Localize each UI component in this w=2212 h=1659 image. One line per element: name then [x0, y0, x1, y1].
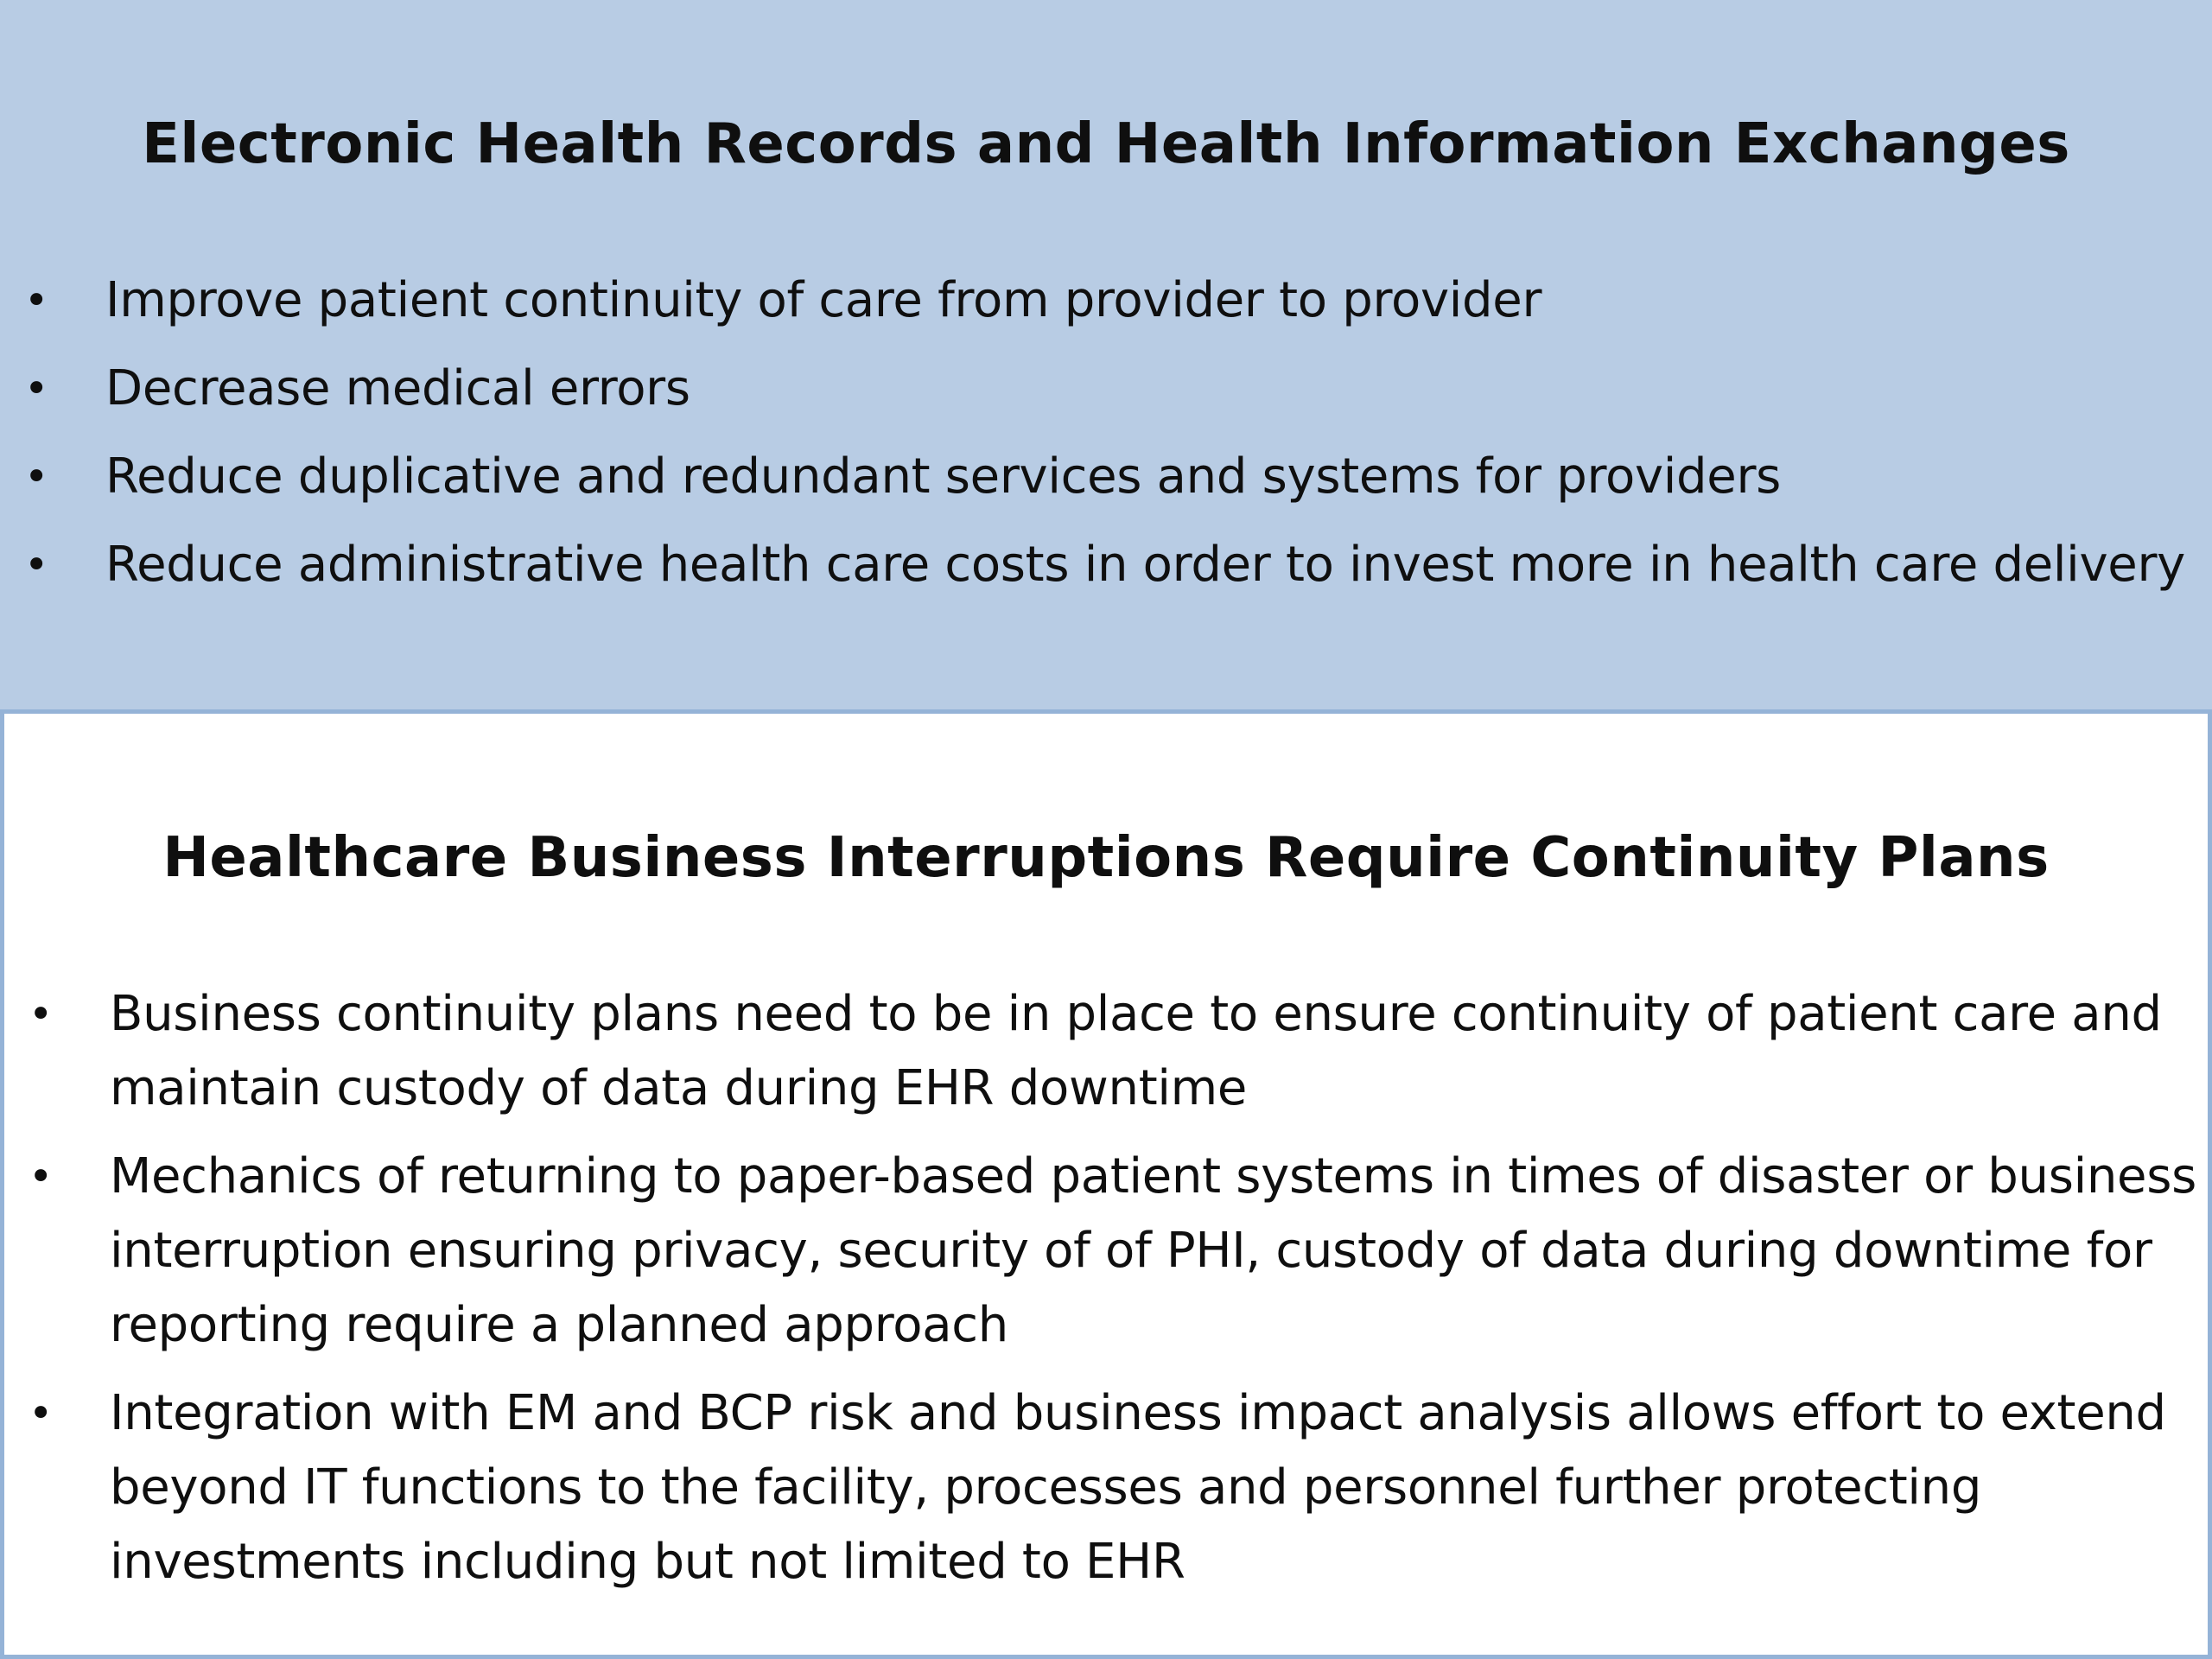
bullet-text: Mechanics of returning to paper-based patient systems in times of disaster or business interruption ensuring privacy, security of of PHI, custody of data during downtime for reporting require a planned approach — [110, 1148, 2196, 1353]
bullet-text: Reduce administrative health care costs in order to invest more in health care delivery — [105, 537, 2186, 593]
ehr-hie-bullet-list — [0, 264, 2212, 616]
continuity-plans-panel — [0, 714, 2212, 1659]
continuity-plans-bullet-list — [4, 977, 2212, 1613]
bullet-text: Reduce duplicative and redundant services and systems for providers — [105, 448, 1782, 505]
list-item — [4, 1140, 2212, 1363]
bullet-text: Business continuity plans need to be in place to ensure continuity of patient care and maintain custody of data during EHR downtime — [110, 986, 2162, 1116]
bullet-text: Decrease medical errors — [105, 360, 690, 416]
bullet-icon: • — [24, 453, 49, 501]
bullet-icon: • — [29, 1389, 54, 1438]
ehr-hie-heading: Electronic Health Records and Health Information Exchanges — [142, 112, 2070, 176]
list-item — [0, 440, 2212, 514]
bullet-icon: • — [24, 365, 49, 413]
list-item — [0, 352, 2212, 426]
list-item — [0, 528, 2212, 602]
bullet-text: Integration with EM and BCP risk and business impact analysis allows effort to extend beyond IT functions to the facility, processes and personnel further protecting investments including but not limited to EHR — [110, 1385, 2166, 1590]
list-item — [0, 264, 2212, 338]
bullet-text: Improve patient continuity of care from provider to provider — [105, 272, 1542, 328]
ehr-hie-panel — [0, 0, 2212, 714]
list-item — [4, 1376, 2212, 1599]
bullet-icon: • — [29, 990, 54, 1039]
list-item — [4, 977, 2212, 1126]
bullet-icon: • — [24, 276, 49, 325]
bullet-icon: • — [24, 541, 49, 589]
continuity-plans-heading: Healthcare Business Interruptions Require Continuity Plans — [162, 826, 2050, 890]
bullet-icon: • — [29, 1153, 54, 1201]
